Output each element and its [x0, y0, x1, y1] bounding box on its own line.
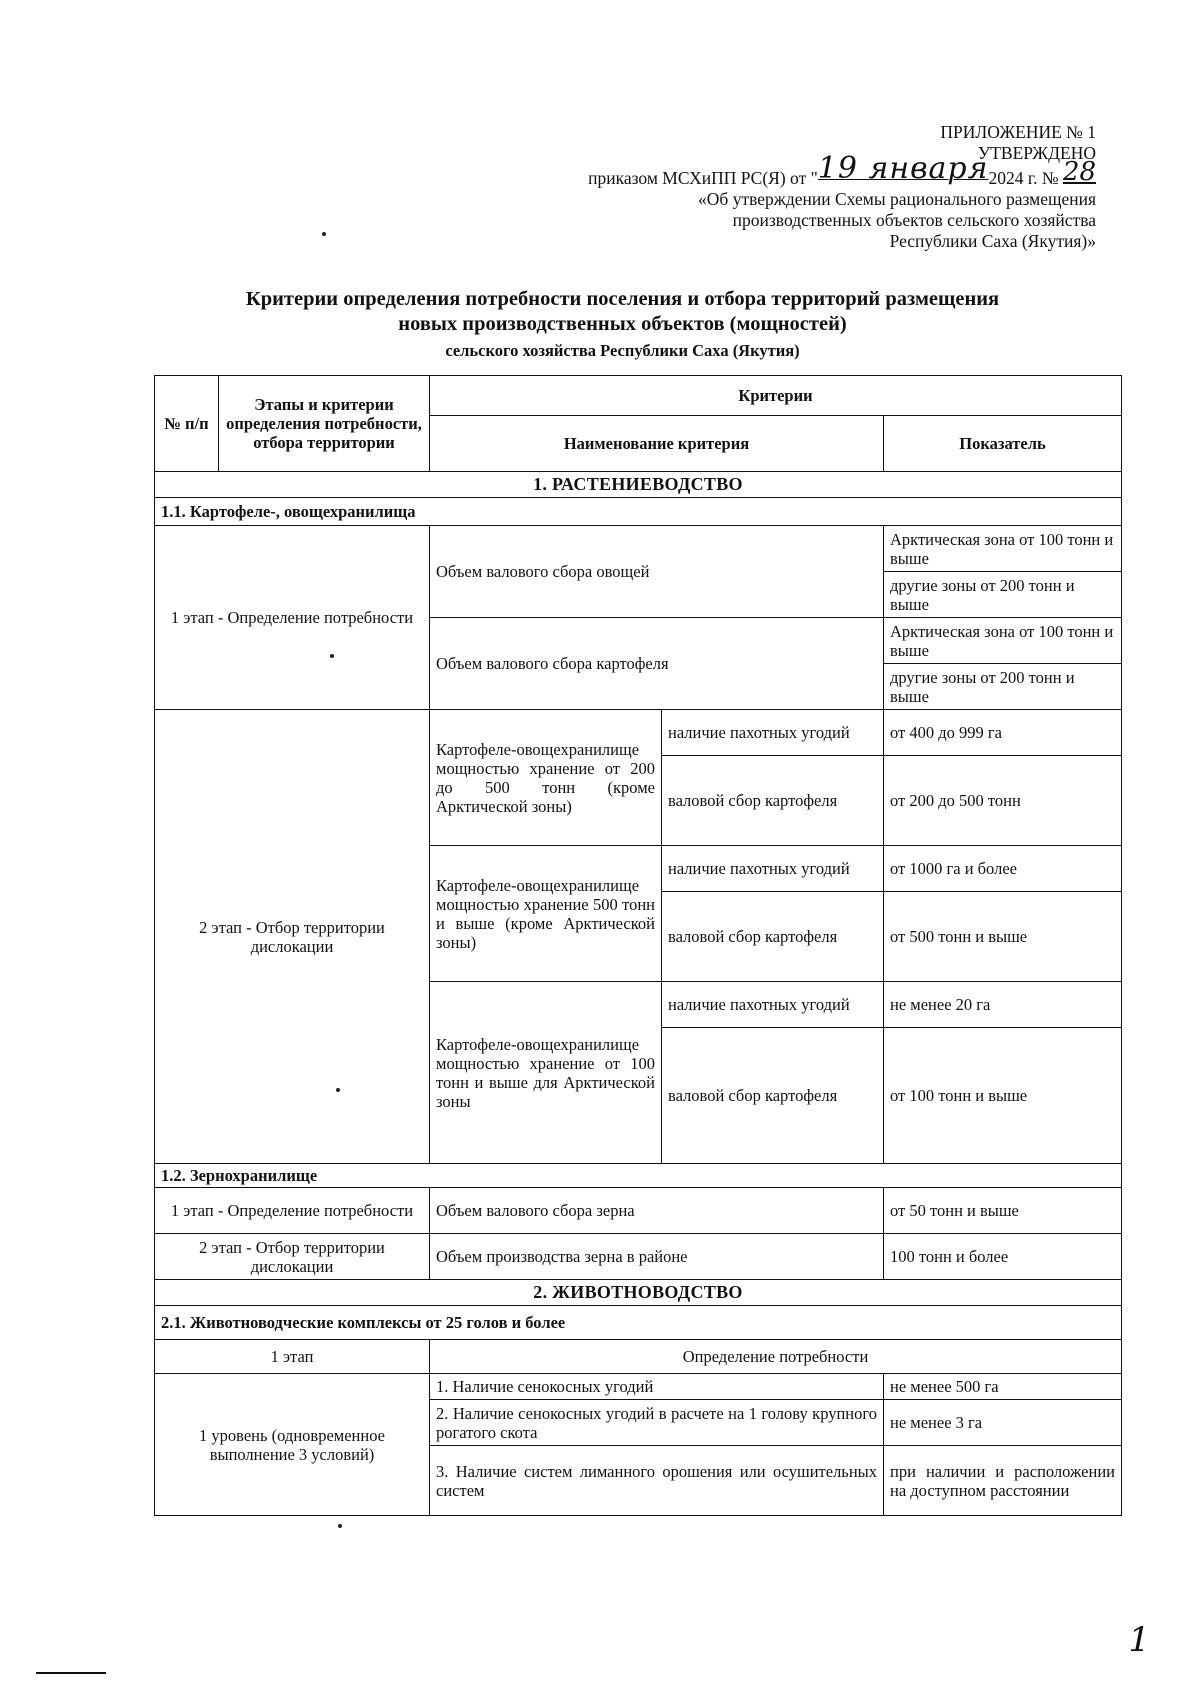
- stage-need: 1 этап - Определение потребности: [155, 526, 430, 710]
- scan-speck: [322, 232, 326, 236]
- livestock-value-2: не менее 3 га: [884, 1400, 1122, 1446]
- grain-value-1: от 50 тонн и выше: [884, 1188, 1122, 1234]
- header-num: № п/п: [155, 376, 219, 472]
- value-b-arable: от 1000 га и более: [884, 846, 1122, 892]
- order-title-line-3: Республики Саха (Якутия)»: [889, 231, 1096, 251]
- grain-value-2: 100 тонн и более: [884, 1234, 1122, 1280]
- stage-location: 2 этап - Отбор территории дислокации: [155, 710, 430, 1164]
- grain-stage-location: 2 этап - Отбор территории дислокации: [155, 1234, 430, 1280]
- handwritten-number: 28: [1062, 157, 1096, 187]
- criterion-gross: валовой сбор картофеля: [662, 756, 884, 846]
- criterion-arable: наличие пахотных угодий: [662, 982, 884, 1028]
- livestock-condition-2: 2. Наличие сенокосных угодий в расчете на 1 голову крупного рогатого скота: [430, 1400, 884, 1446]
- document-subtitle: сельского хозяйства Республики Саха (Якутия): [445, 341, 800, 360]
- subsection-storage: 1.1. Картофеле-, овощехранилища: [155, 498, 1122, 526]
- approval-block: [576, 122, 1096, 252]
- criterion-arable: наличие пахотных угодий: [662, 846, 884, 892]
- section-crop: 1. РАСТЕНИЕВОДСТВО: [155, 472, 1122, 498]
- page-number: 1: [1128, 1620, 1150, 1660]
- livestock-condition-1: 1. Наличие сенокосных угодий: [430, 1374, 884, 1400]
- value-b-gross: от 500 тонн и выше: [884, 892, 1122, 982]
- header-criteria: Критерии: [430, 376, 1122, 416]
- value-a-arable: от 400 до 999 га: [884, 710, 1122, 756]
- order-prefix: приказом МСХиПП РС(Я) от ": [588, 168, 818, 188]
- criterion-gross: валовой сбор картофеля: [662, 1028, 884, 1164]
- order-title-line-2: производственных объектов сельского хозяйства: [732, 210, 1096, 230]
- storage-arctic: Картофеле-овощехранилище мощностью хранение от 100 тонн и выше для Арктической зоны: [430, 982, 662, 1164]
- value-a-gross: от 200 до 500 тонн: [884, 756, 1122, 846]
- order-year: 2024 г. №: [988, 168, 1059, 188]
- criterion-arable: наличие пахотных угодий: [662, 710, 884, 756]
- grain-stage-need: 1 этап - Определение потребности: [155, 1188, 430, 1234]
- header-indicator: Показатель: [884, 416, 1122, 472]
- livestock-value-3: при наличии и расположении на доступном расстоянии: [884, 1446, 1122, 1516]
- livestock-level-1: 1 уровень (одновременное выполнение 3 условий): [155, 1374, 430, 1516]
- storage-500-plus: Картофеле-овощехранилище мощностью хранение 500 тонн и выше (кроме Арктической зоны): [430, 846, 662, 982]
- livestock-stage-1: 1 этап: [155, 1340, 430, 1374]
- title-line-1: Критерии определения потребности поселения и отбора территорий размещения: [245, 288, 1000, 310]
- criterion-gross: валовой сбор картофеля: [662, 892, 884, 982]
- scan-speck: [338, 1524, 342, 1528]
- approved-label: УТВЕРЖДЕНО: [977, 143, 1096, 163]
- handwritten-date: 19 января: [817, 151, 989, 186]
- livestock-condition-3: 3. Наличие систем лиманного орошения или осушительных систем: [430, 1446, 884, 1516]
- scan-speck: [336, 1088, 340, 1092]
- indicator-potato-other: другие зоны от 200 тонн и выше: [884, 664, 1122, 710]
- grain-criterion-2: Объем производства зерна в районе: [430, 1234, 884, 1280]
- criterion-veg-volume: Объем валового сбора овощей: [430, 526, 884, 618]
- title-line-2: новых производственных объектов (мощностей): [398, 313, 847, 335]
- storage-200-500: Картофеле-овощехранилище мощностью хранение от 200 до 500 тонн (кроме Арктической зоны): [430, 710, 662, 846]
- indicator-veg-arctic: Арктическая зона от 100 тонн и выше: [884, 526, 1122, 572]
- order-title-line-1: «Об утверждении Схемы рационального размещения: [698, 189, 1096, 209]
- footer-line: [36, 1672, 106, 1674]
- subsection-grain: 1.2. Зернохранилище: [155, 1164, 1122, 1188]
- appendix-label: ПРИЛОЖЕНИЕ № 1: [940, 122, 1096, 142]
- criteria-table: [154, 375, 1122, 1516]
- indicator-veg-other: другие зоны от 200 тонн и выше: [884, 572, 1122, 618]
- header-stages: Этапы и критерии определения потребности, отбора территории: [219, 376, 430, 472]
- scan-speck: [330, 654, 334, 658]
- criterion-potato-volume: Объем валового сбора картофеля: [430, 618, 884, 710]
- value-c-arable: не менее 20 га: [884, 982, 1122, 1028]
- value-c-gross: от 100 тонн и выше: [884, 1028, 1122, 1164]
- section-livestock: 2. ЖИВОТНОВОДСТВО: [155, 1280, 1122, 1306]
- livestock-value-1: не менее 500 га: [884, 1374, 1122, 1400]
- livestock-stage-1-desc: Определение потребности: [430, 1340, 1122, 1374]
- header-name: Наименование критерия: [430, 416, 884, 472]
- indicator-potato-arctic: Арктическая зона от 100 тонн и выше: [884, 618, 1122, 664]
- subsection-complexes: 2.1. Животноводческие комплексы от 25 голов и более: [155, 1306, 1122, 1340]
- document-title: [160, 287, 1085, 337]
- grain-criterion-1: Объем валового сбора зерна: [430, 1188, 884, 1234]
